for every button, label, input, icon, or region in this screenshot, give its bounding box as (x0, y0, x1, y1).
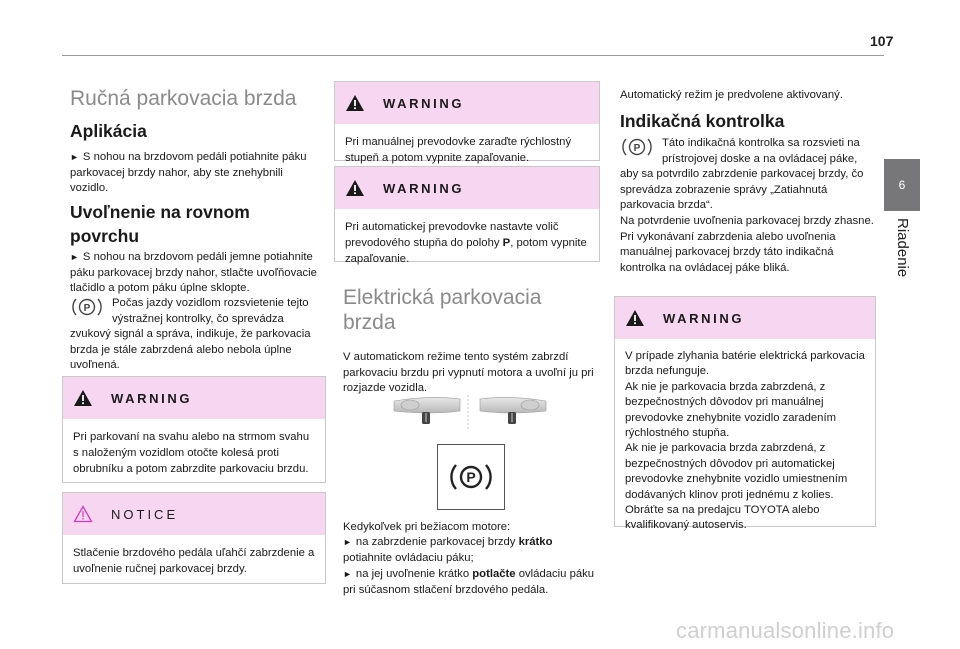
warning-triangle-icon (345, 94, 365, 112)
warning-text-a: Pri automatickej prevodovke nastavte volič prevodového stupňa do polohy (345, 221, 559, 249)
warning-triangle-icon (625, 309, 645, 327)
warning-box-manual (334, 81, 600, 164)
warning-text-bold: P (502, 237, 511, 249)
step-apply (343, 535, 595, 566)
release-text (70, 250, 326, 297)
page-number: 107 (870, 33, 894, 49)
notice-header (63, 493, 325, 535)
application-text-body: S nohou na brzdovom pedáli potiahnite páku parkovacej brzdy nahor, aby ste znehybnili vozidlo. (70, 151, 307, 195)
auto-mode-text: Automatický režim je predvolene aktivovaný. (620, 89, 843, 101)
warning-triangle-icon (345, 179, 365, 197)
warning-label: WARNING (383, 180, 465, 196)
heading-application: Aplikácia (70, 121, 147, 141)
step-release-bold: potlačte (472, 568, 516, 580)
warning-line: Ak nie je parkovacia brzda zabrzdená, z bezpečnostných dôvodov pri automatickej prevodovke znehybnite vozidlo umiestnením dodávaných klinov proti jednému z kolies. (625, 442, 848, 501)
heading-indicator: Indikačná kontrolka (620, 111, 785, 131)
notice-triangle-icon (73, 505, 93, 523)
running-engine-text: Kedykoľvek pri bežiacom motore: (343, 521, 511, 533)
notice-text: Stlačenie brzdového pedála uľahčí zabrzdenie a uvoľnenie ručnej parkovacej brzdy. (73, 547, 315, 575)
step-apply-bold: krátko (518, 536, 553, 548)
chapter-tab: 6 (884, 159, 920, 211)
indicator-paragraph-body: Počas jazdy vozidlom rozsvietenie tejto výstražnej kontrolky, čo sprevádza zvukový signál a správa, indikuje, že parkovacia brzda je stále zabrzdená alebo nebola úplne uvoľnená. (70, 297, 311, 372)
notice-box (62, 492, 326, 584)
section-title-electric-line2: brzda (343, 311, 396, 334)
warning-text (615, 339, 875, 544)
parking-brake-indicator-icon (620, 134, 658, 164)
step-release-b: ovládaciu páku pri súčasnom stlačení brzdového pedála. (343, 568, 595, 596)
step-release (343, 567, 595, 598)
warning-header (63, 377, 325, 419)
warning-header (615, 297, 875, 339)
heading-release-line2: povrchu (70, 226, 140, 246)
warning-box-battery (614, 296, 876, 532)
warning-line: Obráťte sa na predajcu TOYOTA alebo kvalifikovaný autoservis. (625, 504, 820, 532)
warning-box-automatic (334, 166, 600, 265)
svg-text:P: P (83, 303, 91, 314)
svg-text:P: P (466, 469, 476, 485)
bullet-arrow-icon: ► (343, 537, 352, 547)
step-release-a: na jej uvoľnenie krátko (355, 568, 473, 580)
warning-text: Pri manuálnej prevodovke zaraďte rýchlostný stupeň a potom vypnite zapaľovanie. (345, 136, 572, 164)
section-title-electric-line1: Elektrická parkovacia (343, 286, 542, 309)
indicator-text-1: Táto indikačná kontrolka sa rozsvieti na prístrojovej doske a na ovládacej páke, aby sa potvrdilo zabrzdenie parkovacej brzdy, čo sprevádza zobrazenie správy „Zatiahnutá parkovacia brzda“. (620, 137, 864, 212)
indicator-text-2: Na potvrdenie uvoľnenia parkovacej brzdy zhasne. (620, 214, 874, 227)
warning-line: Ak nie je parkovacia brzda zabrzdená, z bezpečnostných dôvodov pri manuálnej prevodovke znehybnite vozidlo zaradením rýchlostného stupňa. (625, 380, 837, 440)
indicator-description (620, 136, 874, 276)
warning-label: WARNING (111, 390, 193, 406)
chapter-name-label: Riadenie (894, 218, 911, 278)
application-text (70, 150, 324, 197)
lever-illustration (390, 393, 550, 431)
bullet-arrow-icon: ► (70, 152, 79, 162)
parking-brake-indicator-icon (70, 294, 108, 324)
notice-label: NOTICE (111, 506, 179, 522)
step-apply-a: na zabrzdenie parkovacej brzdy (355, 536, 519, 548)
warning-text (335, 209, 599, 277)
electric-parking-brake-icon (437, 444, 505, 510)
section-title-manual-brake: Ručná parkovacia brzda (70, 87, 297, 110)
warning-header (335, 82, 599, 124)
warning-box-slope (62, 376, 326, 483)
warning-line: V prípade zlyhania batérie elektrická parkovacia brzda nefunguje. (625, 350, 865, 378)
electric-intro-text: V automatickom režime tento systém zabrzdí parkovaciu brzdu pri vypnutí motora a uvoľní ju pri rozjazde vozidla. (343, 351, 594, 395)
heading-release-line1: Uvoľnenie na rovnom (70, 202, 250, 222)
chapter-name (887, 218, 917, 298)
step-apply-b: potiahnite ovládaciu páku; (343, 551, 474, 564)
release-text-body: S nohou na brzdovom pedáli jemne potiahnite páku parkovacej brzdy nahor, stlačte uvoľňovacie tlačidlo a potom páku úplne sklopte. (70, 251, 317, 295)
warning-triangle-icon (73, 389, 93, 407)
warning-header (335, 167, 599, 209)
warning-text: Pri parkovaní na svahu alebo na strmom svahu s naloženým vozidlom otočte kolesá proti obrubníku a potom zabrzdite parkovaciu brzdu. (73, 431, 310, 475)
warning-label: WARNING (663, 310, 745, 326)
watermark: carmanualsonline.info (676, 618, 895, 643)
warning-label: WARNING (383, 95, 465, 111)
bullet-arrow-icon: ► (343, 569, 352, 579)
bullet-arrow-icon: ► (70, 252, 79, 262)
indicator-paragraph (70, 296, 326, 374)
warning-text-b: , potom vypnite zapaľovanie. (345, 237, 587, 265)
indicator-text-3: Pri vykonávaní zabrzdenia alebo uvoľnenia manuálnej parkovacej brzdy táto indikačná kontrolka na ovládacej páke bliká. (620, 230, 836, 274)
header-rule (62, 55, 884, 56)
svg-text:P: P (633, 143, 641, 154)
